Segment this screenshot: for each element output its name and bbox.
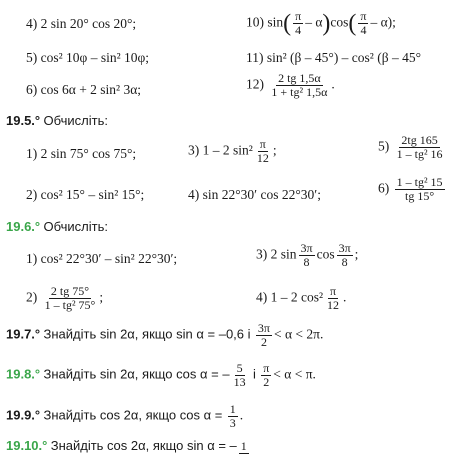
problem-19-5-item-6: 6) $\frac{\text{1 – tg² 15}}{tg 15^\circ}$ bbox=[378, 175, 443, 203]
problem-19-6-item-4: 4) 1 – 2 cos² $\frac{\pi}{12}$ . bbox=[256, 284, 347, 312]
problem-19-10: 19.10.° Знайдіть cos 2α, якщо sin α = – 1 bbox=[6, 438, 247, 453]
exercise-4: 4) 2 sin 20° cos 20°; bbox=[26, 16, 137, 31]
problem-19-5-heading: 19.5.° Обчисліть: bbox=[6, 113, 108, 128]
problem-19-7: 19.7.° Знайдіть sin 2α, якщо sin α = –0,6 і $\frac{3\pi}{2}$ < α < 2π. bbox=[6, 321, 324, 349]
problem-19-5-item-5: 5) $\frac{2tg 165}{\text{1 – tg² 16}}$ bbox=[378, 133, 443, 161]
exercise-5: 5) cos² 10φ – sin² 10φ; bbox=[26, 50, 150, 65]
problem-19-6-item-2: 2) $\frac{2 tg 75^\circ}{\text{1 – tg² 75°}}$ ; bbox=[26, 284, 104, 312]
problem-19-5-item-1: 1) 2 sin 75° cos 75°; bbox=[26, 146, 137, 161]
exercise-10: 10) sin( $\frac{\pi}{4}$ – α)cos( $\frac{\pi}{4}$ – α); bbox=[246, 9, 396, 37]
problem-19-9: 19.9.° Знайдіть cos 2α, якщо cos α = $\frac{1}{3}$ . bbox=[6, 402, 244, 430]
problem-19-6-item-1: 1) cos² 22°30′ – sin² 22°30′; bbox=[26, 251, 178, 266]
problem-19-5-item-3: 3) 1 – 2 sin² $\frac{\pi}{12}$ ; bbox=[188, 137, 277, 165]
problem-19-5-item-4: 4) sin 22°30′ cos 22°30′; bbox=[188, 187, 321, 202]
exercise-11: 11) sin² (β – 45°) – cos² (β – 45° bbox=[246, 50, 421, 65]
exercise-12: 12) $\frac{2 tg 1,5\alpha}{\text{1 + tg² 1,5α}}$ . bbox=[246, 71, 335, 99]
problem-19-6-item-3: 3) 2 sin $\frac{3\pi}{8}$ cos $\frac{3\pi}{8}$ ; bbox=[256, 241, 359, 269]
exercise-6: 6) cos 6α + 2 sin² 3α; bbox=[26, 82, 142, 97]
problem-19-6-heading: 19.6.° Обчисліть: bbox=[6, 219, 108, 234]
problem-19-8: 19.8.° Знайдіть sin 2α, якщо cos α = – $\frac{5}{13}$ і $\frac{\pi}{2}$ < α < π. bbox=[6, 361, 316, 389]
problem-19-5-item-2: 2) cos² 15° – sin² 15°; bbox=[26, 187, 145, 202]
